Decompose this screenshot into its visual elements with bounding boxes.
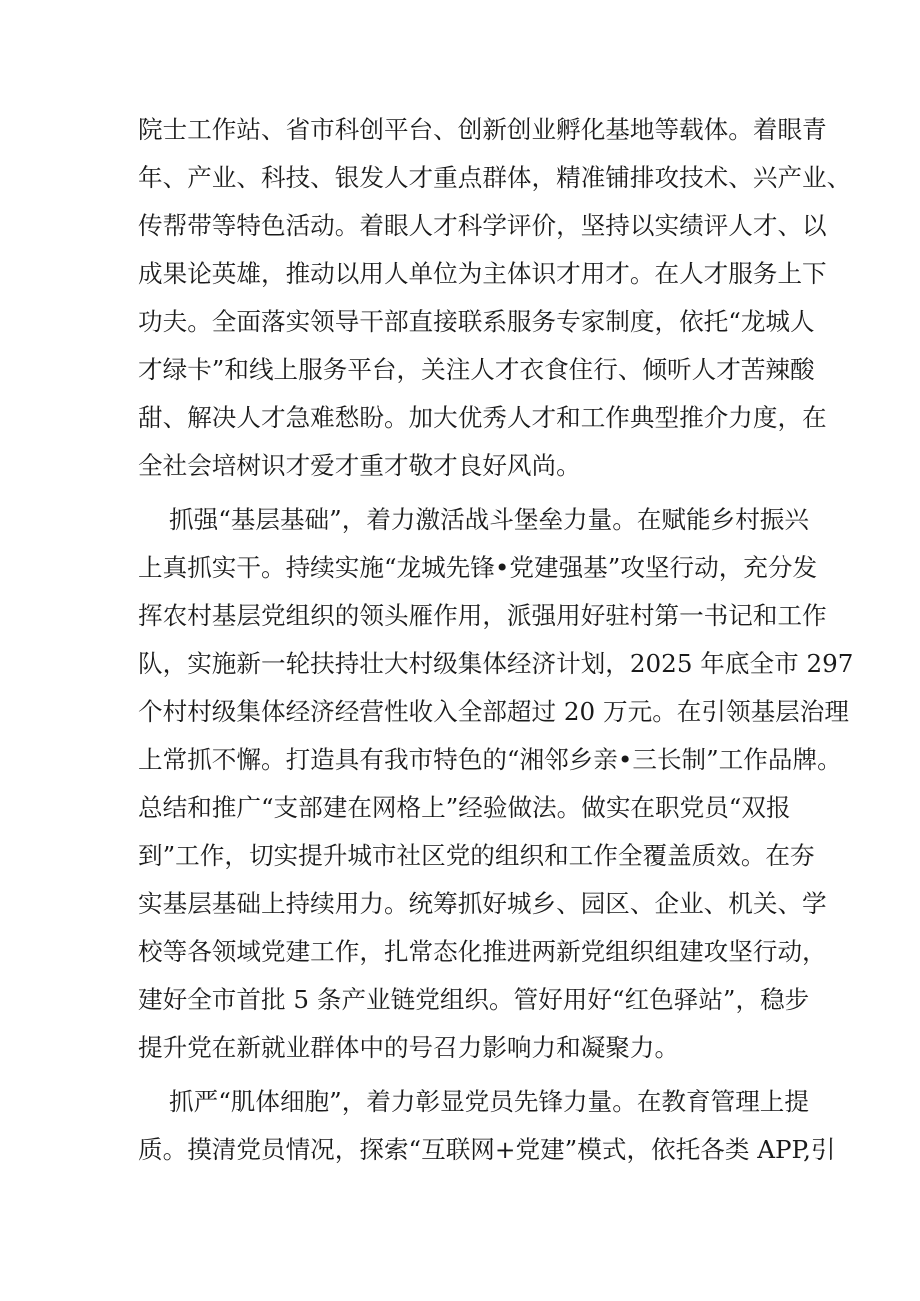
text-line: 质。摸清党员情况，探索“互联网+党建”模式，依托各类 APP,引 — [138, 1135, 836, 1164]
text-line: 建好全市首批 5 条产业链党组织。管好用好“红色驿站”，稳步 — [138, 985, 810, 1014]
text-line: 上常抓不懈。打造具有我市特色的“湘邻乡亲•三长制”工作品牌。 — [138, 745, 842, 774]
text-line: 上真抓实干。持续实施“龙城先锋•党建强基”攻坚行动，充分发 — [138, 553, 818, 582]
text-line: 校等各领域党建工作，扎常态化推进两新党组织组建攻坚行动， — [138, 937, 827, 966]
text-line: 个村村级集体经济经营性收入全部超过 20 万元。在引领基层治理 — [138, 697, 849, 726]
text-line: 传帮带等特色活动。着眼人才科学评价，坚持以实绩评人才、以 — [138, 211, 827, 240]
paragraph-first-line: 抓严“肌体细胞”，着力彰显党员先锋力量。在教育管理上提 — [169, 1087, 809, 1116]
text-line: 队，实施新一轮扶持壮大村级集体经济计划，2025 年底全市 297 — [138, 649, 854, 678]
text-line: 到”工作，切实提升城市社区党的组织和工作全覆盖质效。在夯 — [138, 841, 815, 870]
text-line: 提升党在新就业群体中的号召力影响力和凝聚力。 — [138, 1033, 680, 1062]
text-line: 甜、解决人才急难愁盼。加大优秀人才和工作典型推介力度，在 — [138, 403, 827, 432]
text-line: 总结和推广“支部建在网格上”经验做法。做实在职党员“双报 — [138, 793, 791, 822]
text-line: 实基层基础上持续用力。统筹抓好城乡、园区、企业、机关、学 — [138, 889, 827, 918]
text-line: 成果论英雄，推动以用人单位为主体识才用才。在人才服务上下 — [138, 259, 827, 288]
paragraph-first-line: 抓强“基层基础”，着力激活战斗堡垒力量。在赋能乡村振兴 — [169, 505, 809, 534]
text-line: 全社会培树识才爱才重才敬才良好风尚。 — [138, 451, 581, 480]
text-line: 年、产业、科技、银发人才重点群体，精准铺排攻技术、兴产业、 — [138, 163, 852, 192]
text-line: 才绿卡”和线上服务平台，关注人才衣食住行、倾听人才苦辣酸 — [138, 355, 815, 384]
text-line: 院士工作站、省市科创平台、创新创业孵化基地等载体。着眼青 — [138, 115, 827, 144]
text-line: 功夫。全面落实领导干部直接联系服务专家制度，依托“龙城人 — [138, 307, 815, 336]
text-line: 挥农村基层党组织的领头雁作用，派强用好驻村第一书记和工作 — [138, 601, 827, 630]
